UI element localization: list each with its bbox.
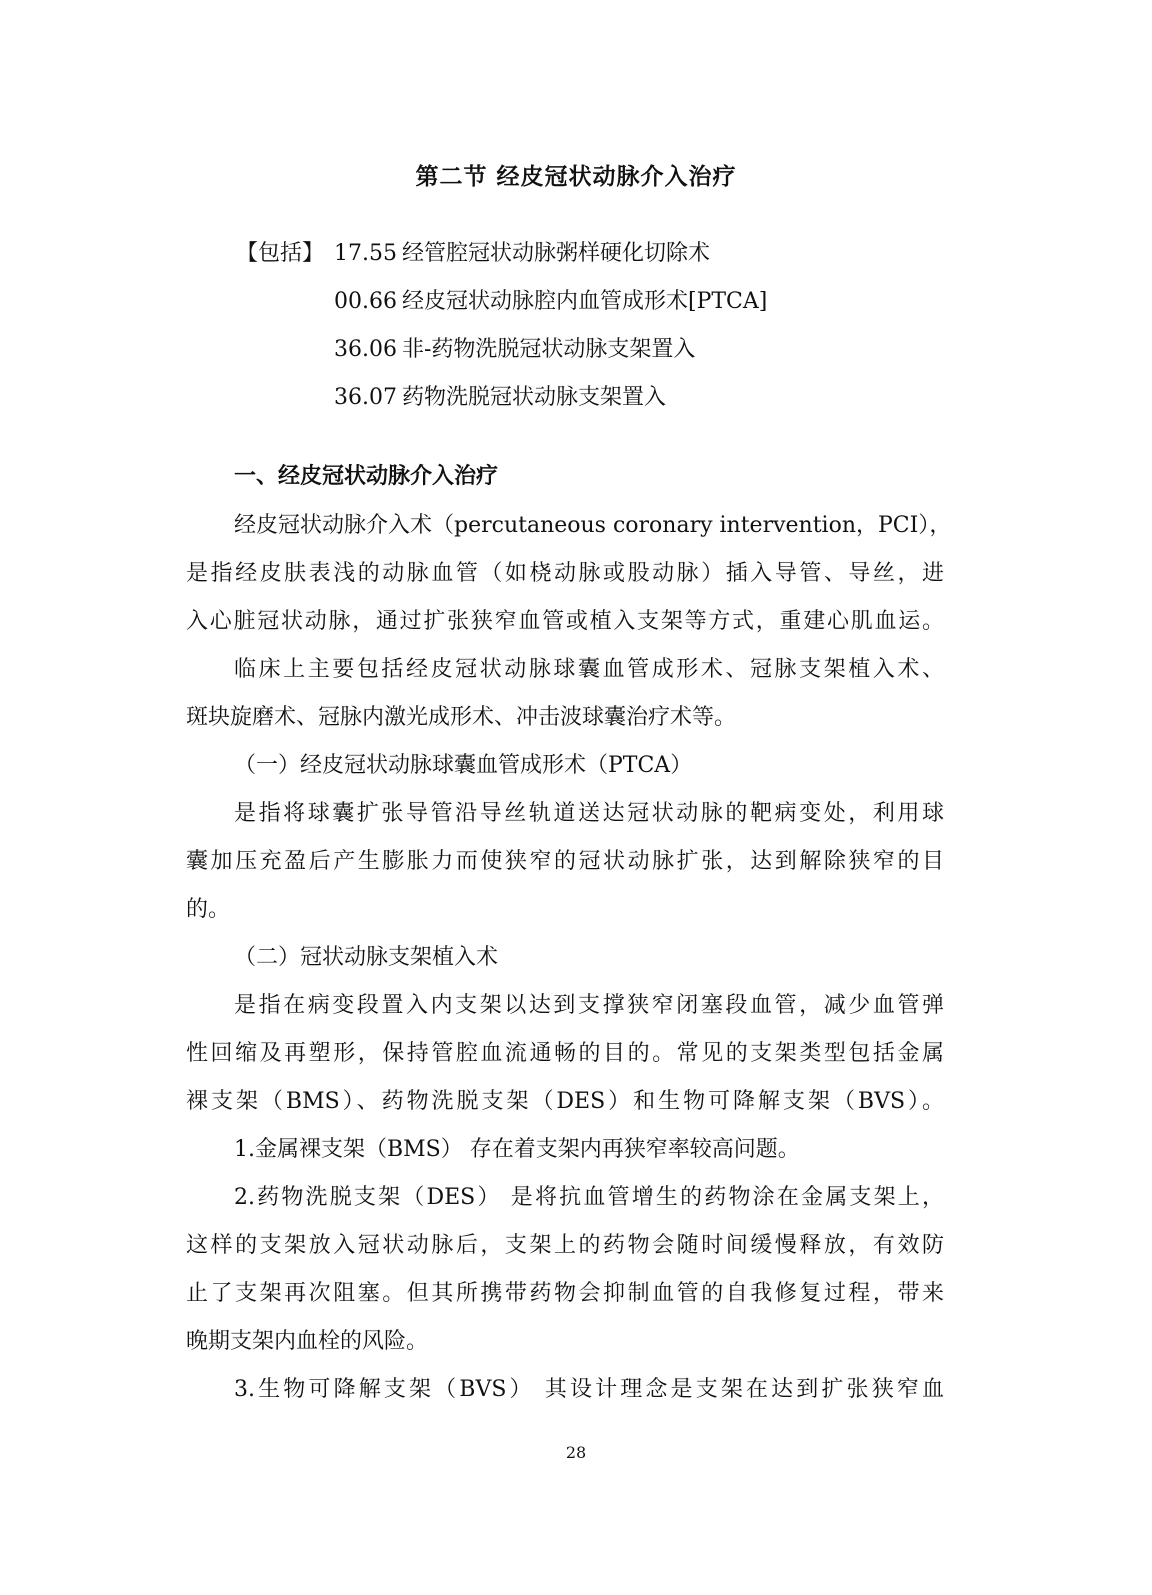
subsection-heading: （二）冠状动脉支架植入术 [234,945,499,970]
paragraph-line: 这样的支架放入冠状动脉后，支架上的药物会随时间缓慢释放，有效防 [186,1233,944,1258]
include-text-1: 经管腔冠状动脉粥样硬化切除术 [402,241,711,266]
paragraph-line: 是指在病变段置入内支架以达到支撑狭窄闭塞段血管，减少血管弹 [234,993,944,1018]
include-text-2: 经皮冠状动脉腔内血管成形术[PTCA] [402,289,768,314]
paragraph-line: 入心脏冠状动脉，通过扩张狭窄血管或植入支架等方式，重建心肌血运。 [186,609,944,634]
include-code-4: 36.07 [334,385,397,410]
paragraph-line: 是指将球囊扩张导管沿导丝轨道送达冠状动脉的靶病变处，利用球 [234,801,944,826]
paragraph-line: 止了支架再次阻塞。但其所携带药物会抑制血管的自我修复过程，带来 [186,1281,944,1306]
section-heading: 一、经皮冠状动脉介入治疗 [234,464,499,489]
include-code-3: 36.06 [334,337,397,362]
list-item: 1.金属裸支架（BMS） 存在着支架内再狭窄率较高问题。 [234,1137,800,1162]
list-item: 2.药物洗脱支架（DES） 是将抗血管增生的药物涂在金属支架上， [234,1185,944,1210]
paragraph-line: 囊加压充盈后产生膨胀力而使狭窄的冠状动脉扩张，达到解除狭窄的目 [186,849,944,874]
include-text-4: 药物洗脱冠状动脉支架置入 [402,385,667,410]
includes-label: 【包括】 [236,241,325,266]
paragraph-line: 晚期支架内血栓的风险。 [186,1329,429,1354]
include-code-2: 00.66 [334,289,397,314]
paragraph-line: 裸支架（BMS）、药物洗脱支架（DES）和生物可降解支架（BVS）。 [186,1089,944,1114]
paragraph-line: 斑块旋磨术、冠脉内激光成形术、冲击波球囊治疗术等。 [186,705,737,730]
paragraph-line: 性回缩及再塑形，保持管腔血流通畅的目的。常见的支架类型包括金属 [186,1041,944,1066]
include-text-3: 非-药物洗脱冠状动脉支架置入 [402,337,696,362]
paragraph-line: 经皮冠状动脉介入术（percutaneous coronary intervention，PCI）， [234,513,952,538]
section-title: 第二节 经皮冠状动脉介入治疗 [415,164,737,190]
page-number: 28 [565,1443,587,1462]
subsection-heading: （一）经皮冠状动脉球囊血管成形术（PTCA） [234,753,693,778]
include-code-1: 17.55 [334,241,397,266]
list-item: 3.生物可降解支架（BVS） 其设计理念是支架在达到扩张狭窄血 [234,1377,944,1402]
paragraph-line: 是指经皮肤表浅的动脉血管（如桡动脉或股动脉）插入导管、导丝，进 [186,561,944,586]
paragraph-line: 临床上主要包括经皮冠状动脉球囊血管成形术、冠脉支架植入术、 [234,657,944,682]
paragraph-line: 的。 [186,897,231,922]
